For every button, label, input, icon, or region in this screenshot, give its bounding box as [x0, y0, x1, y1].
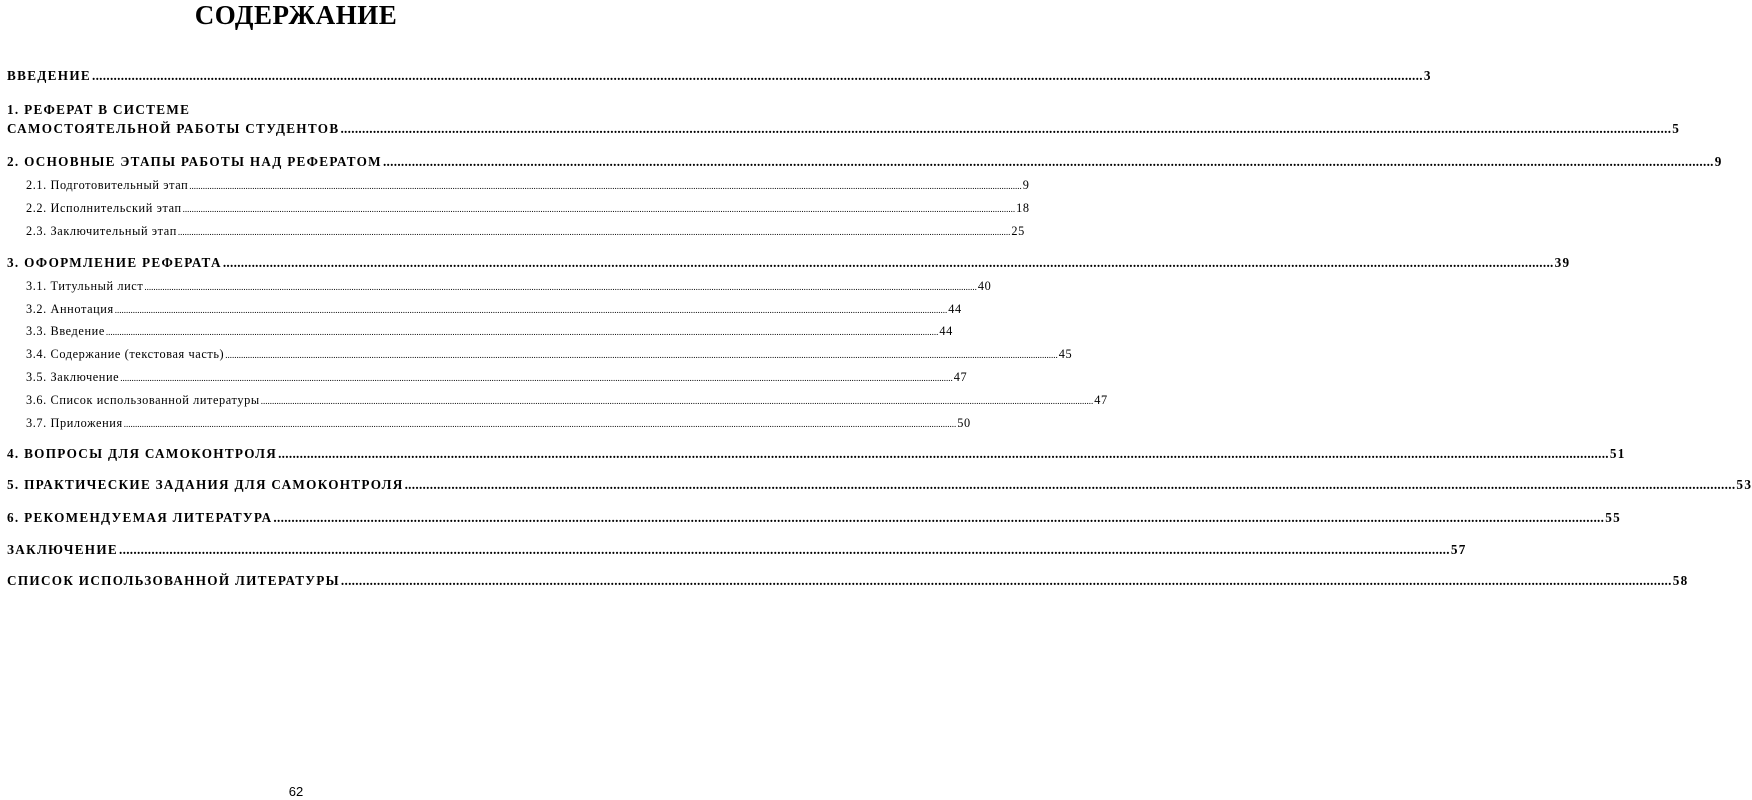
toc-entry-3-3[interactable]	[26, 324, 953, 339]
toc-entry-section5[interactable]	[7, 477, 1752, 493]
page-number: 62	[288, 784, 304, 799]
toc-entry-section4[interactable]	[7, 446, 1626, 462]
toc-entry-conclusion[interactable]	[7, 542, 1467, 558]
toc-entry-label: 5. ПРАКТИЧЕСКИЕ ЗАДАНИЯ ДЛЯ САМОКОНТРОЛЯ	[7, 477, 404, 492]
toc-leader-dots: ..................................................................................................................................................................................................................................................................................................................................................................................	[120, 373, 953, 383]
toc-leader-dots: ..................................................................................................................................................................................................................................................................................................................................................................................	[189, 181, 1022, 191]
toc-entry-label: 6. РЕКОМЕНДУЕМАЯ ЛИТЕРАТУРА	[7, 510, 273, 525]
toc-entry-section6[interactable]	[7, 510, 1622, 526]
toc-entry-label: ЗАКЛЮЧЕНИЕ	[7, 542, 119, 557]
toc-page-number: 40	[977, 279, 992, 293]
toc-leader-dots: ..................................................................................................................................................................................................................................................................................................................................................................................	[222, 255, 1554, 270]
toc-page-number: 51	[1609, 446, 1626, 461]
toc-page-number: 9	[1022, 178, 1030, 192]
toc-leader-dots: ..................................................................................................................................................................................................................................................................................................................................................................................	[123, 419, 957, 429]
page-title: СОДЕРЖАНИЕ	[194, 0, 398, 30]
toc-page-number: 45	[1058, 347, 1073, 361]
toc-page-number: 55	[1605, 510, 1622, 525]
toc-page-number: 3	[1423, 68, 1432, 83]
toc-entry-label: 3.7. Приложения	[26, 416, 123, 430]
toc-leader-dots: ..................................................................................................................................................................................................................................................................................................................................................................................	[260, 396, 1094, 406]
toc-leader-dots: ..................................................................................................................................................................................................................................................................................................................................................................................	[340, 573, 1672, 588]
toc-entry-section1-line1[interactable]: 1. РЕФЕРАТ В СИСТЕМЕ	[7, 102, 191, 117]
toc-entry-introduction[interactable]	[7, 68, 1432, 84]
toc-page-number: 39	[1554, 255, 1571, 270]
toc-entry-2-3[interactable]	[26, 224, 1025, 239]
toc-leader-dots: ..................................................................................................................................................................................................................................................................................................................................................................................	[91, 68, 1423, 83]
toc-entry-label: 3.2. Аннотация	[26, 302, 114, 316]
toc-entry-label: 4. ВОПРОСЫ ДЛЯ САМОКОНТРОЛЯ	[7, 446, 278, 461]
toc-leader-dots: ..................................................................................................................................................................................................................................................................................................................................................................................	[105, 327, 939, 337]
toc-entry-3-5[interactable]	[26, 370, 968, 385]
toc-leader-dots: ..................................................................................................................................................................................................................................................................................................................................................................................	[404, 477, 1736, 492]
toc-entry-3-4[interactable]	[26, 347, 1073, 362]
toc-leader-dots: ..................................................................................................................................................................................................................................................................................................................................................................................	[182, 204, 1016, 214]
toc-leader-dots: ..................................................................................................................................................................................................................................................................................................................................................................................	[382, 154, 1714, 169]
toc-entry-label: 3.6. Список использованной литературы	[26, 393, 260, 407]
toc-entry-label: СПИСОК ИСПОЛЬЗОВАННОЙ ЛИТЕРАТУРЫ	[7, 573, 340, 588]
toc-leader-dots: ..................................................................................................................................................................................................................................................................................................................................................................................	[278, 446, 1609, 461]
toc-page-number: 53	[1736, 477, 1752, 492]
toc-entry-label: 3.5. Заключение	[26, 370, 120, 384]
toc-entry-label: 3. ОФОРМЛЕНИЕ РЕФЕРАТА	[7, 255, 222, 270]
toc-page-number: 47	[953, 370, 968, 384]
toc-entry-section2[interactable]	[7, 154, 1723, 170]
toc-entry-references[interactable]	[7, 573, 1689, 589]
toc-entry-3-6[interactable]	[26, 393, 1108, 408]
toc-leader-dots: ..................................................................................................................................................................................................................................................................................................................................................................................	[114, 305, 948, 315]
toc-leader-dots: ..................................................................................................................................................................................................................................................................................................................................................................................	[177, 227, 1011, 237]
toc-entry-label: 2. ОСНОВНЫЕ ЭТАПЫ РАБОТЫ НАД РЕФЕРАТОМ	[7, 154, 382, 169]
toc-entry-section1[interactable]	[7, 121, 1681, 137]
toc-leader-dots: ..................................................................................................................................................................................................................................................................................................................................................................................	[119, 542, 1450, 557]
toc-entry-label: 2.2. Исполнительский этап	[26, 201, 182, 215]
toc-entry-label: ВВЕДЕНИЕ	[7, 68, 91, 83]
toc-entry-label: 2.1. Подготовительный этап	[26, 178, 189, 192]
toc-page-number: 47	[1094, 393, 1108, 407]
toc-page-number: 25	[1011, 224, 1025, 238]
toc-page-number: 44	[948, 302, 962, 316]
toc-entry-label: 3.4. Содержание (текстовая часть)	[26, 347, 225, 361]
toc-page-number: 18	[1016, 201, 1030, 215]
toc-entry-label: 3.3. Введение	[26, 324, 105, 338]
toc-entry-2-1[interactable]	[26, 178, 1030, 193]
toc-page-number: 44	[939, 324, 953, 338]
toc-entry-label: 3.1. Титульный лист	[26, 279, 144, 293]
toc-page-number: 9	[1714, 154, 1723, 169]
toc-page-number: 58	[1672, 573, 1689, 588]
toc-entry-2-2[interactable]	[26, 201, 1030, 216]
toc-entry-3-7[interactable]	[26, 416, 971, 431]
toc-leader-dots: ..................................................................................................................................................................................................................................................................................................................................................................................	[273, 510, 1605, 525]
toc-entry-label: 2.3. Заключительный этап	[26, 224, 177, 238]
toc-entry-3-1[interactable]	[26, 279, 992, 294]
toc-page-number: 50	[957, 416, 971, 430]
toc-page-number: 57	[1450, 542, 1467, 557]
toc-entry-section3[interactable]	[7, 255, 1571, 271]
toc-entry-3-2[interactable]	[26, 302, 962, 317]
toc-entry-label: САМОСТОЯТЕЛЬНОЙ РАБОТЫ СТУДЕНТОВ	[7, 121, 340, 136]
toc-leader-dots: ..................................................................................................................................................................................................................................................................................................................................................................................	[225, 350, 1058, 360]
toc-leader-dots: ..................................................................................................................................................................................................................................................................................................................................................................................	[340, 121, 1672, 136]
toc-leader-dots: ..................................................................................................................................................................................................................................................................................................................................................................................	[144, 282, 977, 292]
toc-page-number: 5	[1672, 121, 1681, 136]
